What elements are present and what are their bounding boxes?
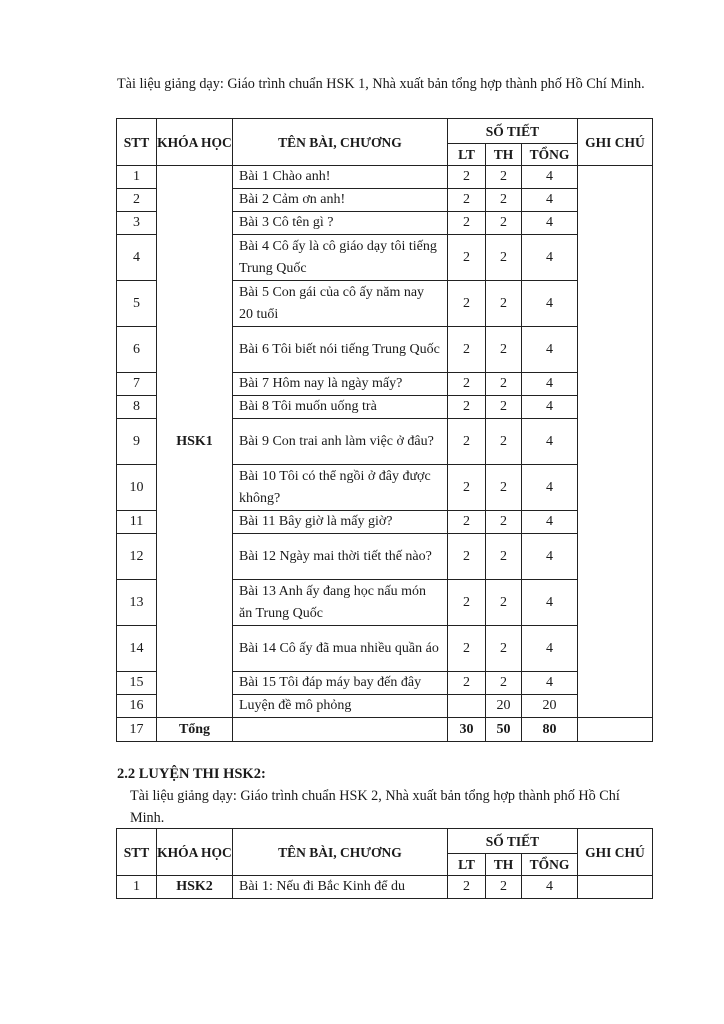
cell-stt: 16 [117,695,157,718]
intro-paragraph-hsk1: Tài liệu giảng dạy: Giáo trình chuẩn HSK 1, Nhà xuất bản tổng hợp thành phố Hồ Chí Minh. [117,76,645,92]
hsk2-table-body [117,876,653,899]
cell-stt: 12 [117,534,157,580]
cell-lt: 2 [448,373,486,396]
cell-stt: 4 [117,235,157,281]
cell-lt: 2 [448,189,486,212]
cell-stt: 7 [117,373,157,396]
cell-lt: 30 [448,718,486,742]
header-stt: STT [117,119,157,166]
cell-lt: 2 [448,534,486,580]
header-note: GHI CHÚ [578,829,653,876]
cell-total: 4 [522,672,578,695]
cell-title: Bài 5 Con gái của cô ấy năm nay 20 tuổi [233,281,448,327]
cell-th: 2 [486,580,522,626]
cell-total: 4 [522,235,578,281]
table-row-total [117,718,653,742]
cell-title: Bài 4 Cô ấy là cô giáo dạy tôi tiếng Trung Quốc [233,235,448,281]
cell-stt: 9 [117,419,157,465]
cell-stt: 5 [117,281,157,327]
cell-stt: 15 [117,672,157,695]
cell-total: 20 [522,695,578,718]
cell-title: Bài 1 Chào anh! [233,166,448,189]
cell-stt: 3 [117,212,157,235]
cell-stt: 1 [117,876,157,899]
cell-note [578,718,653,742]
cell-th: 2 [486,534,522,580]
cell-stt: 6 [117,327,157,373]
cell-title: Luyện đề mô phỏng [233,695,448,718]
cell-th: 2 [486,166,522,189]
cell-lt: 2 [448,281,486,327]
cell-title: Bài 13 Anh ấy đang học nấu món ăn Trung Quốc [233,580,448,626]
cell-th: 2 [486,672,522,695]
cell-lt: 2 [448,212,486,235]
header-periods: SỐ TIẾT [448,829,578,854]
header-title: TÊN BÀI, CHƯƠNG [233,829,448,876]
cell-lt [448,695,486,718]
cell-title: Bài 10 Tôi có thể ngồi ở đây được không? [233,465,448,511]
cell-stt: 17 [117,718,157,742]
cell-title: Bài 7 Hôm nay là ngày mấy? [233,373,448,396]
cell-lt: 2 [448,465,486,511]
cell-lt: 2 [448,396,486,419]
table-row [117,166,653,189]
cell-stt: 2 [117,189,157,212]
header-course: KHÓA HỌC [157,119,233,166]
cell-stt: 14 [117,626,157,672]
hsk2-schedule-table [116,828,653,899]
cell-lt: 2 [448,580,486,626]
cell-lt: 2 [448,235,486,281]
cell-total: 4 [522,166,578,189]
cell-course: HSK1 [157,166,233,718]
hsk1-schedule-table [116,118,653,742]
cell-th: 2 [486,511,522,534]
cell-lt: 2 [448,672,486,695]
header-lt: LT [448,854,486,876]
header-periods: SỐ TIẾT [448,119,578,144]
cell-total: 4 [522,511,578,534]
cell-title: Bài 12 Ngày mai thời tiết thế nào? [233,534,448,580]
cell-title [233,718,448,742]
cell-stt: 10 [117,465,157,511]
cell-lt: 2 [448,419,486,465]
cell-stt: 11 [117,511,157,534]
cell-th: 2 [486,281,522,327]
cell-total: 4 [522,212,578,235]
cell-total: 4 [522,189,578,212]
cell-lt: 2 [448,511,486,534]
cell-th: 2 [486,465,522,511]
header-lt: LT [448,144,486,166]
cell-th: 50 [486,718,522,742]
cell-th: 20 [486,695,522,718]
cell-total: 4 [522,327,578,373]
cell-stt: 1 [117,166,157,189]
cell-total: 4 [522,373,578,396]
cell-total: 4 [522,281,578,327]
cell-note [578,876,653,899]
cell-th: 2 [486,876,522,899]
header-th: TH [486,144,522,166]
cell-th: 2 [486,626,522,672]
cell-title: Bài 11 Bây giờ là mấy giờ? [233,511,448,534]
cell-title: Bài 14 Cô ấy đã mua nhiều quần áo [233,626,448,672]
cell-total: 4 [522,465,578,511]
cell-lt: 2 [448,626,486,672]
cell-th: 2 [486,419,522,465]
cell-total: 4 [522,580,578,626]
cell-total: 4 [522,396,578,419]
header-stt: STT [117,829,157,876]
cell-total: 4 [522,626,578,672]
intro-paragraph-hsk2: Tài liệu giảng dạy: Giáo trình chuẩn HSK 2, Nhà xuất bản tổng hợp thành phố Hồ Chí Minh. [130,788,620,826]
cell-total: 80 [522,718,578,742]
cell-title: Bài 2 Cảm ơn anh! [233,189,448,212]
cell-stt: 8 [117,396,157,419]
cell-th: 2 [486,373,522,396]
header-title: TÊN BÀI, CHƯƠNG [233,119,448,166]
cell-th: 2 [486,235,522,281]
cell-title: Bài 8 Tôi muốn uống trà [233,396,448,419]
cell-total: 4 [522,876,578,899]
cell-lt: 2 [448,876,486,899]
cell-stt: 13 [117,580,157,626]
cell-total: 4 [522,419,578,465]
cell-title: Bài 3 Cô tên gì ? [233,212,448,235]
cell-total: 4 [522,534,578,580]
cell-lt: 2 [448,327,486,373]
header-total: TỔNG [522,144,578,166]
cell-note [578,166,653,718]
header-th: TH [486,854,522,876]
header-course: KHÓA HỌC [157,829,233,876]
table-row [117,876,653,899]
cell-th: 2 [486,327,522,373]
cell-title: Bài 1: Nếu đi Bắc Kinh để du [233,876,448,899]
header-total: TỔNG [522,854,578,876]
cell-th: 2 [486,189,522,212]
cell-total-label: Tổng [157,718,233,742]
cell-title: Bài 6 Tôi biết nói tiếng Trung Quốc [233,327,448,373]
header-note: GHI CHÚ [578,119,653,166]
cell-title: Bài 15 Tôi đáp máy bay đến đây [233,672,448,695]
cell-th: 2 [486,212,522,235]
hsk1-table-body [117,166,653,742]
cell-title: Bài 9 Con trai anh làm việc ở đâu? [233,419,448,465]
cell-lt: 2 [448,166,486,189]
cell-th: 2 [486,396,522,419]
section-heading-hsk2: 2.2 LUYỆN THI HSK2: [117,766,266,782]
cell-course: HSK2 [157,876,233,899]
